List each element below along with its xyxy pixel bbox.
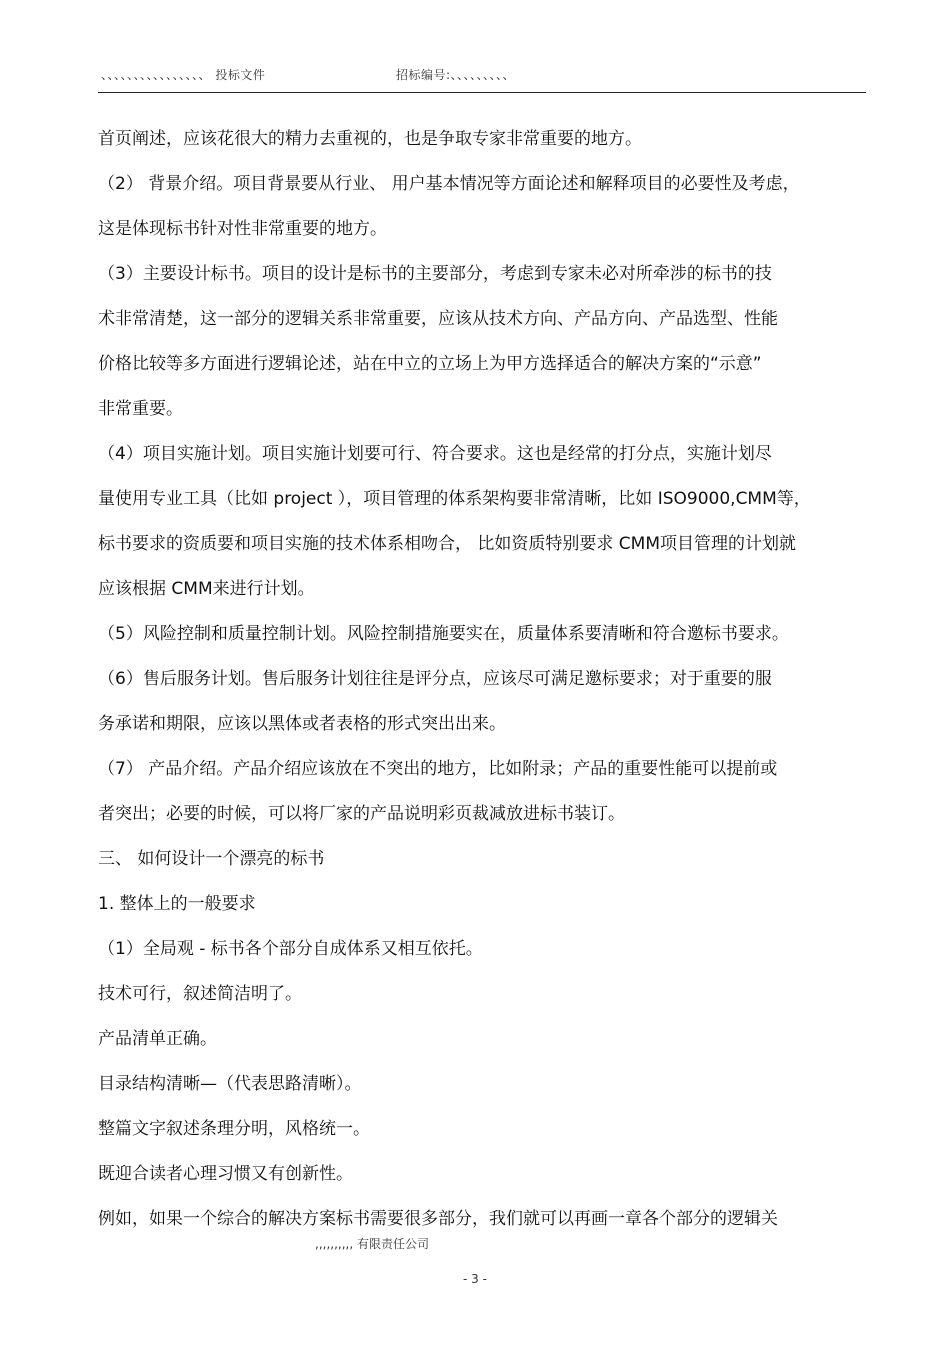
text-line: 例如，如果一个综合的解决方案标书需要很多部分，我们就可以再画一章各个部分的逻辑关 [98, 1209, 778, 1229]
text-line: （1）全局观 - 标书各个部分自成体系又相互依托。 [98, 939, 483, 959]
page-number: - 3 - [463, 1272, 487, 1286]
text-line: 目录结构清晰—（代表思路清晰）。 [98, 1074, 362, 1094]
text-line: 首页阐述，应该花很大的精力去重视的，也是争取专家非常重要的地方。 [98, 129, 642, 149]
header-right: 招标编号:、、、、、、、、、 [396, 68, 516, 82]
subsection-heading: 1. 整体上的一般要求 [98, 894, 256, 914]
text-line: 应该根据 CMM来进行计划。 [98, 579, 315, 599]
header-left: 、、、、、、、、、、、、、、、、 投标文件 [101, 68, 266, 82]
text-line: （6）售后服务计划。售后服务计划往往是评分点，应该尽可满足邀标要求；对于重要的服 [98, 669, 772, 689]
text-line: 技术可行，叙述简洁明了。 [98, 984, 302, 1004]
text-line: 非常重要。 [98, 399, 183, 419]
header-rule [98, 92, 866, 93]
text-line: 者突出；必要的时候，可以将厂家的产品说明彩页裁减放进标书装订。 [98, 804, 625, 824]
text-line: （4）项目实施计划。项目实施计划要可行、符合要求。这也是经常的打分点，实施计划尽 [98, 444, 772, 464]
text-line: 标书要求的资质要和项目实施的技术体系相吻合， 比如资质特别要求 CMM项目管理的计划就 [98, 534, 797, 554]
text-line: 整篇文字叙述条理分明，风格统一。 [98, 1119, 370, 1139]
text-line: 产品清单正确。 [98, 1029, 217, 1049]
text-line: 这是体现标书针对性非常重要的地方。 [98, 219, 387, 239]
text-line: （3）主要设计标书。项目的设计是标书的主要部分，考虑到专家未必对所牵涉的标书的技 [98, 264, 772, 284]
text-line: 价格比较等多方面进行逻辑论述，站在中立的立场上为甲方选择适合的解决方案的“示意” [98, 354, 762, 374]
section-heading: 三、 如何设计一个漂亮的标书 [98, 849, 325, 869]
text-line: 术非常清楚，这一部分的逻辑关系非常重要，应该从技术方向、产品方向、产品选型、性能 [98, 309, 778, 329]
text-line: 务承诺和期限，应该以黑体或者表格的形式突出出来。 [98, 714, 506, 734]
text-line: 既迎合读者心理习惯又有创新性。 [98, 1164, 353, 1184]
footer-company: ,,,,,,,,,, 有限责任公司 [315, 1237, 429, 1251]
text-line: 量使用专业工具（比如 project ），项目管理的体系架构要非常清晰，比如 ISO9000,CMM等， [98, 489, 811, 509]
text-line: （7） 产品介绍。产品介绍应该放在不突出的地方，比如附录；产品的重要性能可以提前或 [98, 759, 778, 779]
text-line: （2） 背景介绍。项目背景要从行业、 用户基本情况等方面论述和解释项目的必要性及考虑， [98, 174, 800, 194]
text-line: （5）风险控制和质量控制计划。风险控制措施要实在，质量体系要清晰和符合邀标书要求。 [98, 624, 789, 644]
